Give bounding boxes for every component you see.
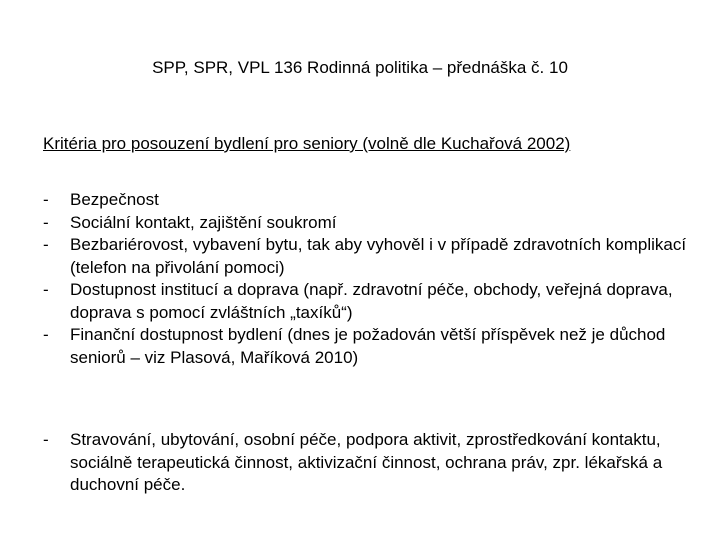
list-item-text: Dostupnost institucí a doprava (např. zdravotní péče, obchody, veřejná doprava, doprava s pomocí zvláštních „taxíků“) <box>70 280 673 322</box>
list-item-affordability <box>43 324 703 369</box>
list-item-text: Stravování, ubytování, osobní péče, podpora aktivit, zprostředkování kontaktu, sociálně terapeutická činnost, aktivizační činnost, ochrana práv, zpr. lékařská a duchovní péče. <box>70 430 663 494</box>
list-item-text: Finanční dostupnost bydlení (dnes je požadován větší příspěvek než je důchod seniorů – viz Plasová, Maříková 2010) <box>70 325 666 367</box>
lecture-header: SPP, SPR, VPL 136 Rodinná politika – přednáška č. 10 <box>152 58 568 77</box>
bullet-dash: - <box>43 325 49 344</box>
bullet-dash: - <box>43 212 49 232</box>
list-item-safety <box>43 189 703 212</box>
list-item-accessibility <box>43 279 703 324</box>
list-item-social-contact <box>43 212 703 235</box>
bullet-dash: - <box>43 430 49 449</box>
services-list <box>43 429 703 497</box>
list-item-text: Sociální kontakt, zajištění soukromí <box>70 212 337 232</box>
list-item-barrier-free <box>43 234 703 279</box>
list-item-services <box>43 429 703 497</box>
criteria-list <box>43 189 703 369</box>
bullet-dash: - <box>43 190 49 209</box>
bullet-dash: - <box>43 280 49 299</box>
criteria-heading: Kritéria pro posouzení bydlení pro seniory (volně dle Kuchařová 2002) <box>43 134 571 153</box>
bullet-dash: - <box>43 235 49 254</box>
list-item-text: Bezbariérovost, vybavení bytu, tak aby vyhověl i v případě zdravotních komplikací (telefon na přivolání pomoci) <box>70 235 687 277</box>
list-item-text: Bezpečnost <box>70 190 159 209</box>
